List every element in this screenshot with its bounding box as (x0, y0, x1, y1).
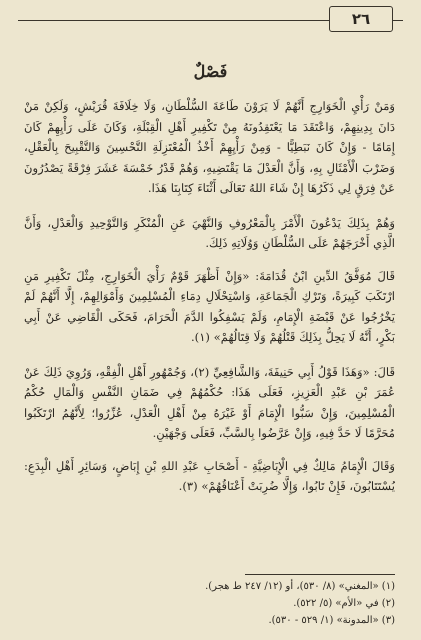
footnotes (24, 578, 395, 629)
body-text (24, 96, 395, 511)
footnote-rule (245, 574, 395, 575)
page-number: ٢٦ (329, 6, 393, 32)
section-title: فَصْلٌ (193, 62, 228, 81)
footnote-3: (٣) «المدونة» (١/ ٥٢٩ - ٥٣٠). (268, 615, 395, 626)
paragraph-2: وَهُمْ بِذَلِكَ يَدْعُونَ الْأَمْرَ بِالْمَعْرُوفِ وَالنَّهْيَ عَنِ الْمُنْكَرِ وَالتَّوْحِيدِ وَالْعَدْلِ، وَأَنَّ الَّذِي أَخْرَجَهُمْ عَلَى السُّلْطَانِ وَوُلَاتِهِ ذَلِكَ. (24, 215, 395, 250)
paragraph-5: وَقَالَ الْإِمَامُ مَالِكٌ فِي الْإِبَاضِيَّةِ - أَصْحَابِ عَبْدِ اللهِ بْنِ إِبَاضٍ، وَسَائِرِ أَهْلِ الْبِدَعِ: يُسْتَتَابُونَ، فَإِنْ تَابُوا، وَإِلَّا ضُرِبَتْ أَعْنَاقُهُمْ» (٣). (24, 458, 395, 493)
paragraph-3: قَالَ مُوَفَّقُ الدِّينِ ابْنُ قُدَامَةَ: «وَإِنْ أَظْهَرَ قَوْمٌ رَأْيَ الْخَوَارِجِ، مِثْلَ تَكْفِيرِ مَنِ ارْتَكَبَ كَبِيرَةً، وَتَرْكِ الْجَمَاعَةِ، وَاسْتِحْلَالِ دِمَاءِ الْمُسْلِمِينَ وَأَمْوَالِهِمْ، إِلَّا أَنَّهُمْ لَمْ يَخْرُجُوا عَنْ قَبْضَةِ الْإِمَامِ، وَلَمْ يَسْفِكُوا الدَّمَ الْحَرَامَ، فَحَكَى الْقَاضِي عَنْ أَبِي بَكْرٍ، أَنَّهُ لَا يَحِلُّ بِذَلِكَ قَتْلُهُمْ وَلَا قِتَالُهُمْ» (١). (24, 268, 395, 344)
paragraph-4: قَالَ: «وَهَذَا قَوْلُ أَبِي حَنِيفَةَ، وَالشَّافِعِيِّ (٢)، وَجُمْهُورِ أَهْلِ الْفِقْهِ، وَرُوِيَ ذَلِكَ عَنْ عُمَرَ بْنِ عَبْدِ الْعَزِيزِ، فَعَلَى هَذَا: حُكْمُهُمْ فِي ضَمَانِ النَّفْسِ وَالْمَالِ حُكْمُ الْمُسْلِمِينَ، وَإِنْ سَبُّوا الْإِمَامَ أَوْ غَيْرَهُ مِنْ أَهْلِ الْعَدْلِ، عُزِّرُوا؛ لِأَنَّهُمُ ارْتَكَبُوا مُحَرَّمًا لَا حَدَّ فِيهِ، وَإِنْ عَرَّضُوا بِالسَّبِّ، فَعَلَى وَجْهَيْنِ. (24, 364, 395, 440)
footnote-2: (٢) في «الأم» (٥/ ٥٢٢). (293, 598, 395, 609)
footnote-1: (١) «المغني» (٨/ ٥٣٠)، أو (١٢/ ٢٤٧ ط هجر). (205, 581, 395, 592)
paragraph-1: وَمَنْ رَأْيِ الْخَوَارِجِ أَنَّهُمْ لَا يَرَوْنَ طَاعَةَ السُّلْطَانِ، وَلَا خِلَافَةَ قُرَيْشٍ، وَلَكِنْ مَنْ دَانَ بِدِينِهِمْ، وَاعْتَقَدَ مَا يَعْتَقِدُونَهُ مِنْ تَكْفِيرِ أَهْلِ الْقِبْلَةِ، وَكَانَ عَلَى رَأْيِهِمْ كَانَ إِمَامًا - وَإِنْ كَانَ نَبَطِيًّا - وَمِنْ رَأْيِهِمْ أَخْذُ الْمُعْتَزِلَةِ التَّحْسِينَ وَالتَّقْبِيحَ بِالْعَقْلِ، وَضَرْبَ الْأَمْثَالِ بِهِ، وَأَنَّ الْعَدْلَ مَا يَقْتَضِيهِ، وَهُمْ قَدْرُ خَمْسَةَ عَشَرَ فِرْقَةً يَصْدُرُونَ عَنْ فِرَقٍ لِي ذَكَرُهَا إِنْ شَاءَ اللهُ تَعَالَى أَثْنَاءَ كِتَابِنَا هَذَا. (24, 99, 395, 195)
